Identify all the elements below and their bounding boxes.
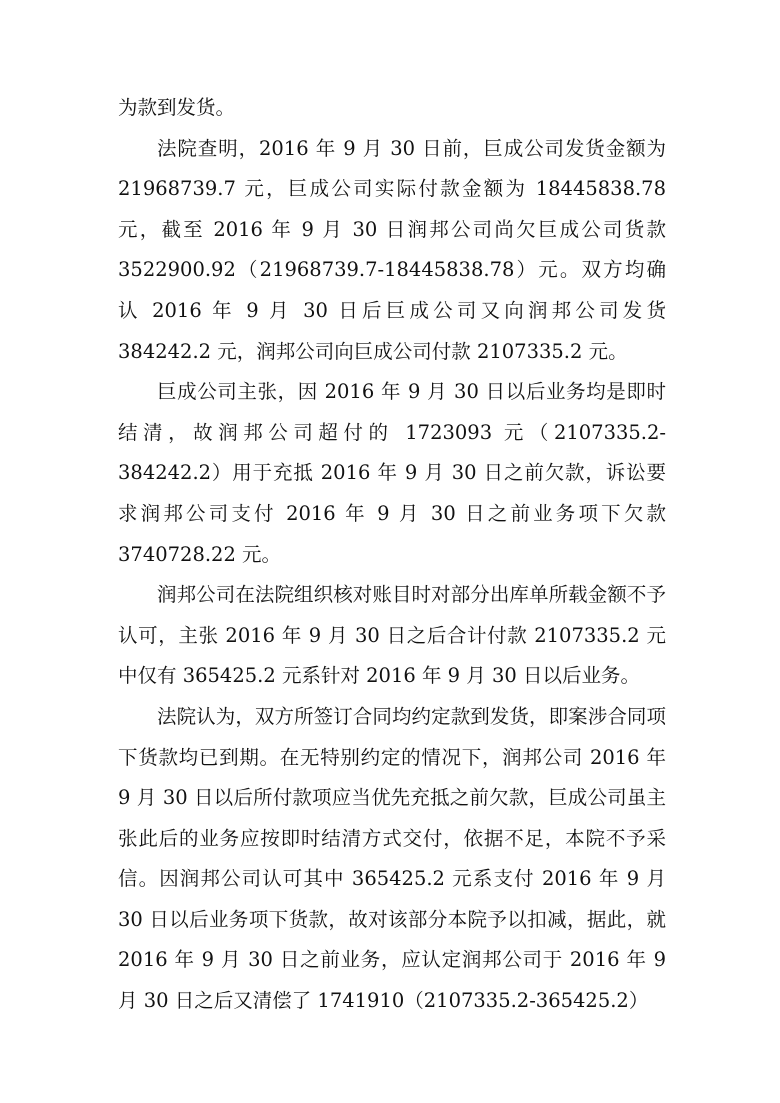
paragraph-5: 法院认为，双方所签订合同均约定款到发货，即案涉合同项下货款均已到期。在无特别约定的情况下，润邦公司 2016 年 9 月 30 日以后所付款项应当优先充抵之前欠款，巨成公司虽主张此后的业务应按即时结清方式交付，依据不足，本院不予采信。因润邦公司认可其中 365425.2 元系支付 2016 年 9 月 30 日以后业务项下货款，故对该部分本院予以扣减，据此，就 2016 年 9 月 30 日之前业务，应认定润邦公司于 2016 年 9 月 30 日之后又清偿了 1741910（2107335.2-365425.2）	[118, 704, 666, 1013]
document-body	[118, 88, 666, 1022]
paragraph-3: 巨成公司主张，因 2016 年 9 月 30 日以后业务均是即时结清，故润邦公司超付的 1723093 元（2107335.2-384242.2）用于充抵 2016 年 9 月 30 日之前欠款，诉讼要求润邦公司支付 2016 年 9 月 30 日之前业务项下欠款 3740728.22 元。	[118, 380, 666, 566]
paragraph-4: 润邦公司在法院组织核对账目时对部分出库单所载金额不予认可，主张 2016 年 9 月 30 日之后合计付款 2107335.2 元中仅有 365425.2 元系针对 2016 年 9 月 30 日以后业务。	[118, 583, 666, 688]
paragraph-1: 为款到发货。	[118, 96, 236, 119]
paragraph-2: 法院查明，2016 年 9 月 30 日前，巨成公司发货金额为 21968739.7 元，巨成公司实际付款金额为 18445838.78 元，截至 2016 年 9 月 30 日润邦公司尚欠巨成公司货款 3522900.92（21968739.7-18445838.78）元。双方均确认 2016 年 9 月 30 日后巨成公司又向润邦公司发货 384242.2 元，润邦公司向巨成公司付款 2107335.2 元。	[118, 136, 666, 363]
